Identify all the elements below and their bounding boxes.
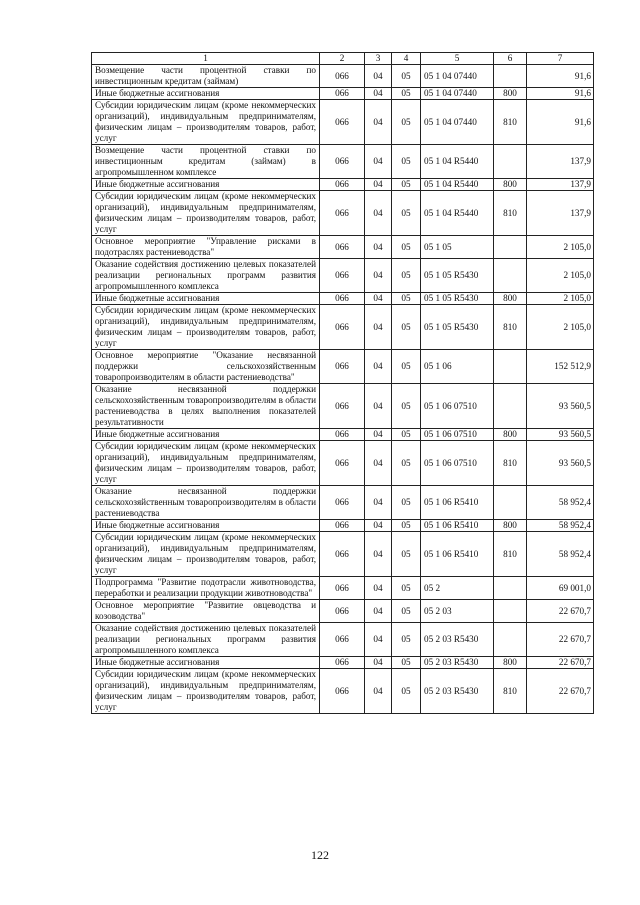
row-vr-cell [494, 236, 527, 259]
row-sum-cell: 91,6 [527, 88, 594, 100]
row-csr-cell: 05 2 03 R5430 [421, 657, 494, 669]
row-vr-cell [494, 600, 527, 623]
row-gr-cell: 066 [320, 486, 365, 520]
row-name-cell: Подпрограмма "Развитие подотрасли животноводства, переработки и реализации продукции животноводства" [92, 577, 320, 600]
row-vr-cell: 810 [494, 532, 527, 577]
row-rz-cell: 04 [365, 520, 392, 532]
row-sum-cell: 93 560,5 [527, 384, 594, 429]
row-name-cell: Возмещение части процентной ставки по инвестиционным кредитам (займам) [92, 65, 320, 88]
row-rz-cell: 04 [365, 145, 392, 179]
row-name-cell: Субсидии юридическим лицам (кроме некоммерческих организаций), индивидуальным предпринимателям, физическим лицам – производителям товаров, работ, услуг [92, 191, 320, 236]
row-gr-cell: 066 [320, 441, 365, 486]
row-csr-cell: 05 1 04 07440 [421, 65, 494, 88]
row-pr-cell: 05 [392, 88, 421, 100]
row-csr-cell: 05 1 05 R5430 [421, 259, 494, 293]
row-sum-cell: 137,9 [527, 179, 594, 191]
row-rz-cell: 04 [365, 384, 392, 429]
row-gr-cell: 066 [320, 293, 365, 305]
table-row [92, 305, 594, 350]
row-csr-cell: 05 1 06 R5410 [421, 532, 494, 577]
row-rz-cell: 04 [365, 191, 392, 236]
row-name-cell: Субсидии юридическим лицам (кроме некоммерческих организаций), индивидуальным предпринимателям, физическим лицам – производителям товаров, работ, услуг [92, 532, 320, 577]
table-row [92, 520, 594, 532]
row-sum-cell: 2 105,0 [527, 259, 594, 293]
row-sum-cell: 58 952,4 [527, 532, 594, 577]
table-row [92, 88, 594, 100]
row-gr-cell: 066 [320, 100, 365, 145]
row-pr-cell: 05 [392, 577, 421, 600]
row-name-cell: Иные бюджетные ассигнования [92, 88, 320, 100]
row-csr-cell: 05 1 04 R5440 [421, 145, 494, 179]
row-gr-cell: 066 [320, 600, 365, 623]
row-name-cell: Иные бюджетные ассигнования [92, 429, 320, 441]
table-row [92, 669, 594, 714]
row-gr-cell: 066 [320, 145, 365, 179]
row-vr-cell: 800 [494, 88, 527, 100]
row-rz-cell: 04 [365, 100, 392, 145]
row-vr-cell: 810 [494, 441, 527, 486]
table-row [92, 600, 594, 623]
row-sum-cell: 137,9 [527, 145, 594, 179]
row-name-cell: Иные бюджетные ассигнования [92, 293, 320, 305]
row-csr-cell: 05 1 05 R5430 [421, 305, 494, 350]
table-row [92, 236, 594, 259]
row-name-cell: Оказание несвязанной поддержки сельскохозяйственным товаропроизводителям в области растениеводства в целях выполнения показателей результативности [92, 384, 320, 429]
row-name-cell: Иные бюджетные ассигнования [92, 657, 320, 669]
row-vr-cell [494, 259, 527, 293]
row-sum-cell: 69 001,0 [527, 577, 594, 600]
row-name-cell: Оказание содействия достижению целевых показателей реализации региональных программ развития агропромышленного комплекса [92, 623, 320, 657]
row-name-cell: Оказание несвязанной поддержки сельскохозяйственным товаропроизводителям в области растениеводства [92, 486, 320, 520]
row-rz-cell: 04 [365, 657, 392, 669]
row-gr-cell: 066 [320, 191, 365, 236]
row-name-cell: Основное мероприятие "Оказание несвязанной поддержки сельскохозяйственным товаропроизводителям в области растениеводства" [92, 350, 320, 384]
table-row [92, 486, 594, 520]
row-pr-cell: 05 [392, 532, 421, 577]
row-csr-cell: 05 1 05 [421, 236, 494, 259]
row-vr-cell: 810 [494, 100, 527, 145]
row-gr-cell: 066 [320, 350, 365, 384]
row-pr-cell: 05 [392, 623, 421, 657]
row-csr-cell: 05 1 04 07440 [421, 100, 494, 145]
row-sum-cell: 93 560,5 [527, 441, 594, 486]
row-csr-cell: 05 1 06 07510 [421, 429, 494, 441]
row-vr-cell: 800 [494, 657, 527, 669]
row-sum-cell: 58 952,4 [527, 486, 594, 520]
row-csr-cell: 05 2 03 [421, 600, 494, 623]
row-sum-cell: 152 512,9 [527, 350, 594, 384]
row-sum-cell: 2 105,0 [527, 293, 594, 305]
row-gr-cell: 066 [320, 305, 365, 350]
column-header-2: 2 [320, 53, 365, 65]
row-gr-cell: 066 [320, 65, 365, 88]
table-row [92, 259, 594, 293]
row-vr-cell [494, 145, 527, 179]
row-pr-cell: 05 [392, 600, 421, 623]
row-csr-cell: 05 1 06 [421, 350, 494, 384]
row-name-cell: Оказание содействия достижению целевых показателей реализации региональных программ развития агропромышленного комплекса [92, 259, 320, 293]
table-row [92, 623, 594, 657]
row-pr-cell: 05 [392, 145, 421, 179]
row-gr-cell: 066 [320, 669, 365, 714]
row-gr-cell: 066 [320, 657, 365, 669]
row-gr-cell: 066 [320, 532, 365, 577]
table-row [92, 441, 594, 486]
table-header-row [92, 53, 594, 65]
row-rz-cell: 04 [365, 350, 392, 384]
row-csr-cell: 05 2 03 R5430 [421, 623, 494, 657]
row-vr-cell [494, 350, 527, 384]
row-csr-cell: 05 1 04 07440 [421, 88, 494, 100]
row-pr-cell: 05 [392, 657, 421, 669]
row-pr-cell: 05 [392, 100, 421, 145]
table-row [92, 293, 594, 305]
row-vr-cell [494, 623, 527, 657]
row-pr-cell: 05 [392, 191, 421, 236]
row-vr-cell [494, 384, 527, 429]
row-rz-cell: 04 [365, 65, 392, 88]
row-name-cell: Иные бюджетные ассигнования [92, 179, 320, 191]
row-name-cell: Возмещение части процентной ставки по инвестиционным кредитам (займам) в агропромышленном комплексе [92, 145, 320, 179]
row-rz-cell: 04 [365, 429, 392, 441]
row-pr-cell: 05 [392, 259, 421, 293]
row-pr-cell: 05 [392, 293, 421, 305]
row-name-cell: Субсидии юридическим лицам (кроме некоммерческих организаций), индивидуальным предпринимателям, физическим лицам – производителям товаров, работ, услуг [92, 441, 320, 486]
row-csr-cell: 05 1 05 R5430 [421, 293, 494, 305]
row-sum-cell: 22 670,7 [527, 600, 594, 623]
row-pr-cell: 05 [392, 384, 421, 429]
row-pr-cell: 05 [392, 350, 421, 384]
row-pr-cell: 05 [392, 65, 421, 88]
row-rz-cell: 04 [365, 600, 392, 623]
row-name-cell: Основное мероприятие "Управление рисками в подотраслях растениеводства" [92, 236, 320, 259]
row-csr-cell: 05 2 03 R5430 [421, 669, 494, 714]
row-rz-cell: 04 [365, 441, 392, 486]
table-row [92, 350, 594, 384]
table-row [92, 191, 594, 236]
row-gr-cell: 066 [320, 384, 365, 429]
row-vr-cell: 800 [494, 293, 527, 305]
row-csr-cell: 05 1 06 07510 [421, 384, 494, 429]
row-pr-cell: 05 [392, 486, 421, 520]
row-rz-cell: 04 [365, 577, 392, 600]
row-vr-cell [494, 577, 527, 600]
table-row [92, 577, 594, 600]
table-row [92, 179, 594, 191]
row-pr-cell: 05 [392, 236, 421, 259]
row-name-cell: Субсидии юридическим лицам (кроме некоммерческих организаций), индивидуальным предпринимателям, физическим лицам – производителям товаров, работ, услуг [92, 669, 320, 714]
table-row [92, 145, 594, 179]
row-gr-cell: 066 [320, 623, 365, 657]
table-row [92, 532, 594, 577]
row-gr-cell: 066 [320, 88, 365, 100]
row-vr-cell: 800 [494, 520, 527, 532]
row-csr-cell: 05 1 06 07510 [421, 441, 494, 486]
row-rz-cell: 04 [365, 236, 392, 259]
row-csr-cell: 05 2 [421, 577, 494, 600]
row-sum-cell: 58 952,4 [527, 520, 594, 532]
row-sum-cell: 22 670,7 [527, 657, 594, 669]
row-vr-cell [494, 486, 527, 520]
row-sum-cell: 91,6 [527, 65, 594, 88]
row-sum-cell: 93 560,5 [527, 429, 594, 441]
row-vr-cell: 800 [494, 429, 527, 441]
row-sum-cell: 137,9 [527, 191, 594, 236]
table-row [92, 100, 594, 145]
row-pr-cell: 05 [392, 179, 421, 191]
row-rz-cell: 04 [365, 293, 392, 305]
row-name-cell: Иные бюджетные ассигнования [92, 520, 320, 532]
row-gr-cell: 066 [320, 577, 365, 600]
row-sum-cell: 22 670,7 [527, 623, 594, 657]
row-csr-cell: 05 1 04 R5440 [421, 191, 494, 236]
row-rz-cell: 04 [365, 88, 392, 100]
row-sum-cell: 91,6 [527, 100, 594, 145]
row-rz-cell: 04 [365, 259, 392, 293]
column-header-3: 3 [365, 53, 392, 65]
row-gr-cell: 066 [320, 520, 365, 532]
row-gr-cell: 066 [320, 179, 365, 191]
column-header-7: 7 [527, 53, 594, 65]
column-header-4: 4 [392, 53, 421, 65]
row-rz-cell: 04 [365, 669, 392, 714]
row-name-cell: Субсидии юридическим лицам (кроме некоммерческих организаций), индивидуальным предпринимателям, физическим лицам – производителям товаров, работ, услуг [92, 305, 320, 350]
row-gr-cell: 066 [320, 236, 365, 259]
row-rz-cell: 04 [365, 305, 392, 350]
row-vr-cell: 810 [494, 669, 527, 714]
table-row [92, 657, 594, 669]
row-csr-cell: 05 1 06 R5410 [421, 520, 494, 532]
column-header-5: 5 [421, 53, 494, 65]
row-name-cell: Субсидии юридическим лицам (кроме некоммерческих организаций), индивидуальным предпринимателям, физическим лицам – производителям товаров, работ, услуг [92, 100, 320, 145]
row-name-cell: Основное мероприятие "Развитие овцеводства и козоводства" [92, 600, 320, 623]
row-vr-cell: 810 [494, 305, 527, 350]
row-vr-cell [494, 65, 527, 88]
table-body [92, 65, 594, 714]
row-gr-cell: 066 [320, 429, 365, 441]
row-gr-cell: 066 [320, 259, 365, 293]
row-pr-cell: 05 [392, 520, 421, 532]
column-header-1: 1 [92, 53, 320, 65]
row-vr-cell: 810 [494, 191, 527, 236]
row-rz-cell: 04 [365, 486, 392, 520]
table-row [92, 429, 594, 441]
row-pr-cell: 05 [392, 429, 421, 441]
table-row [92, 384, 594, 429]
budget-table [91, 52, 594, 714]
row-pr-cell: 05 [392, 305, 421, 350]
row-pr-cell: 05 [392, 441, 421, 486]
table-row [92, 65, 594, 88]
row-rz-cell: 04 [365, 623, 392, 657]
row-vr-cell: 800 [494, 179, 527, 191]
page-number: 122 [311, 848, 329, 862]
row-sum-cell: 2 105,0 [527, 236, 594, 259]
column-header-6: 6 [494, 53, 527, 65]
row-rz-cell: 04 [365, 532, 392, 577]
row-sum-cell: 22 670,7 [527, 669, 594, 714]
row-sum-cell: 2 105,0 [527, 305, 594, 350]
row-pr-cell: 05 [392, 669, 421, 714]
row-csr-cell: 05 1 06 R5410 [421, 486, 494, 520]
row-csr-cell: 05 1 04 R5440 [421, 179, 494, 191]
row-rz-cell: 04 [365, 179, 392, 191]
